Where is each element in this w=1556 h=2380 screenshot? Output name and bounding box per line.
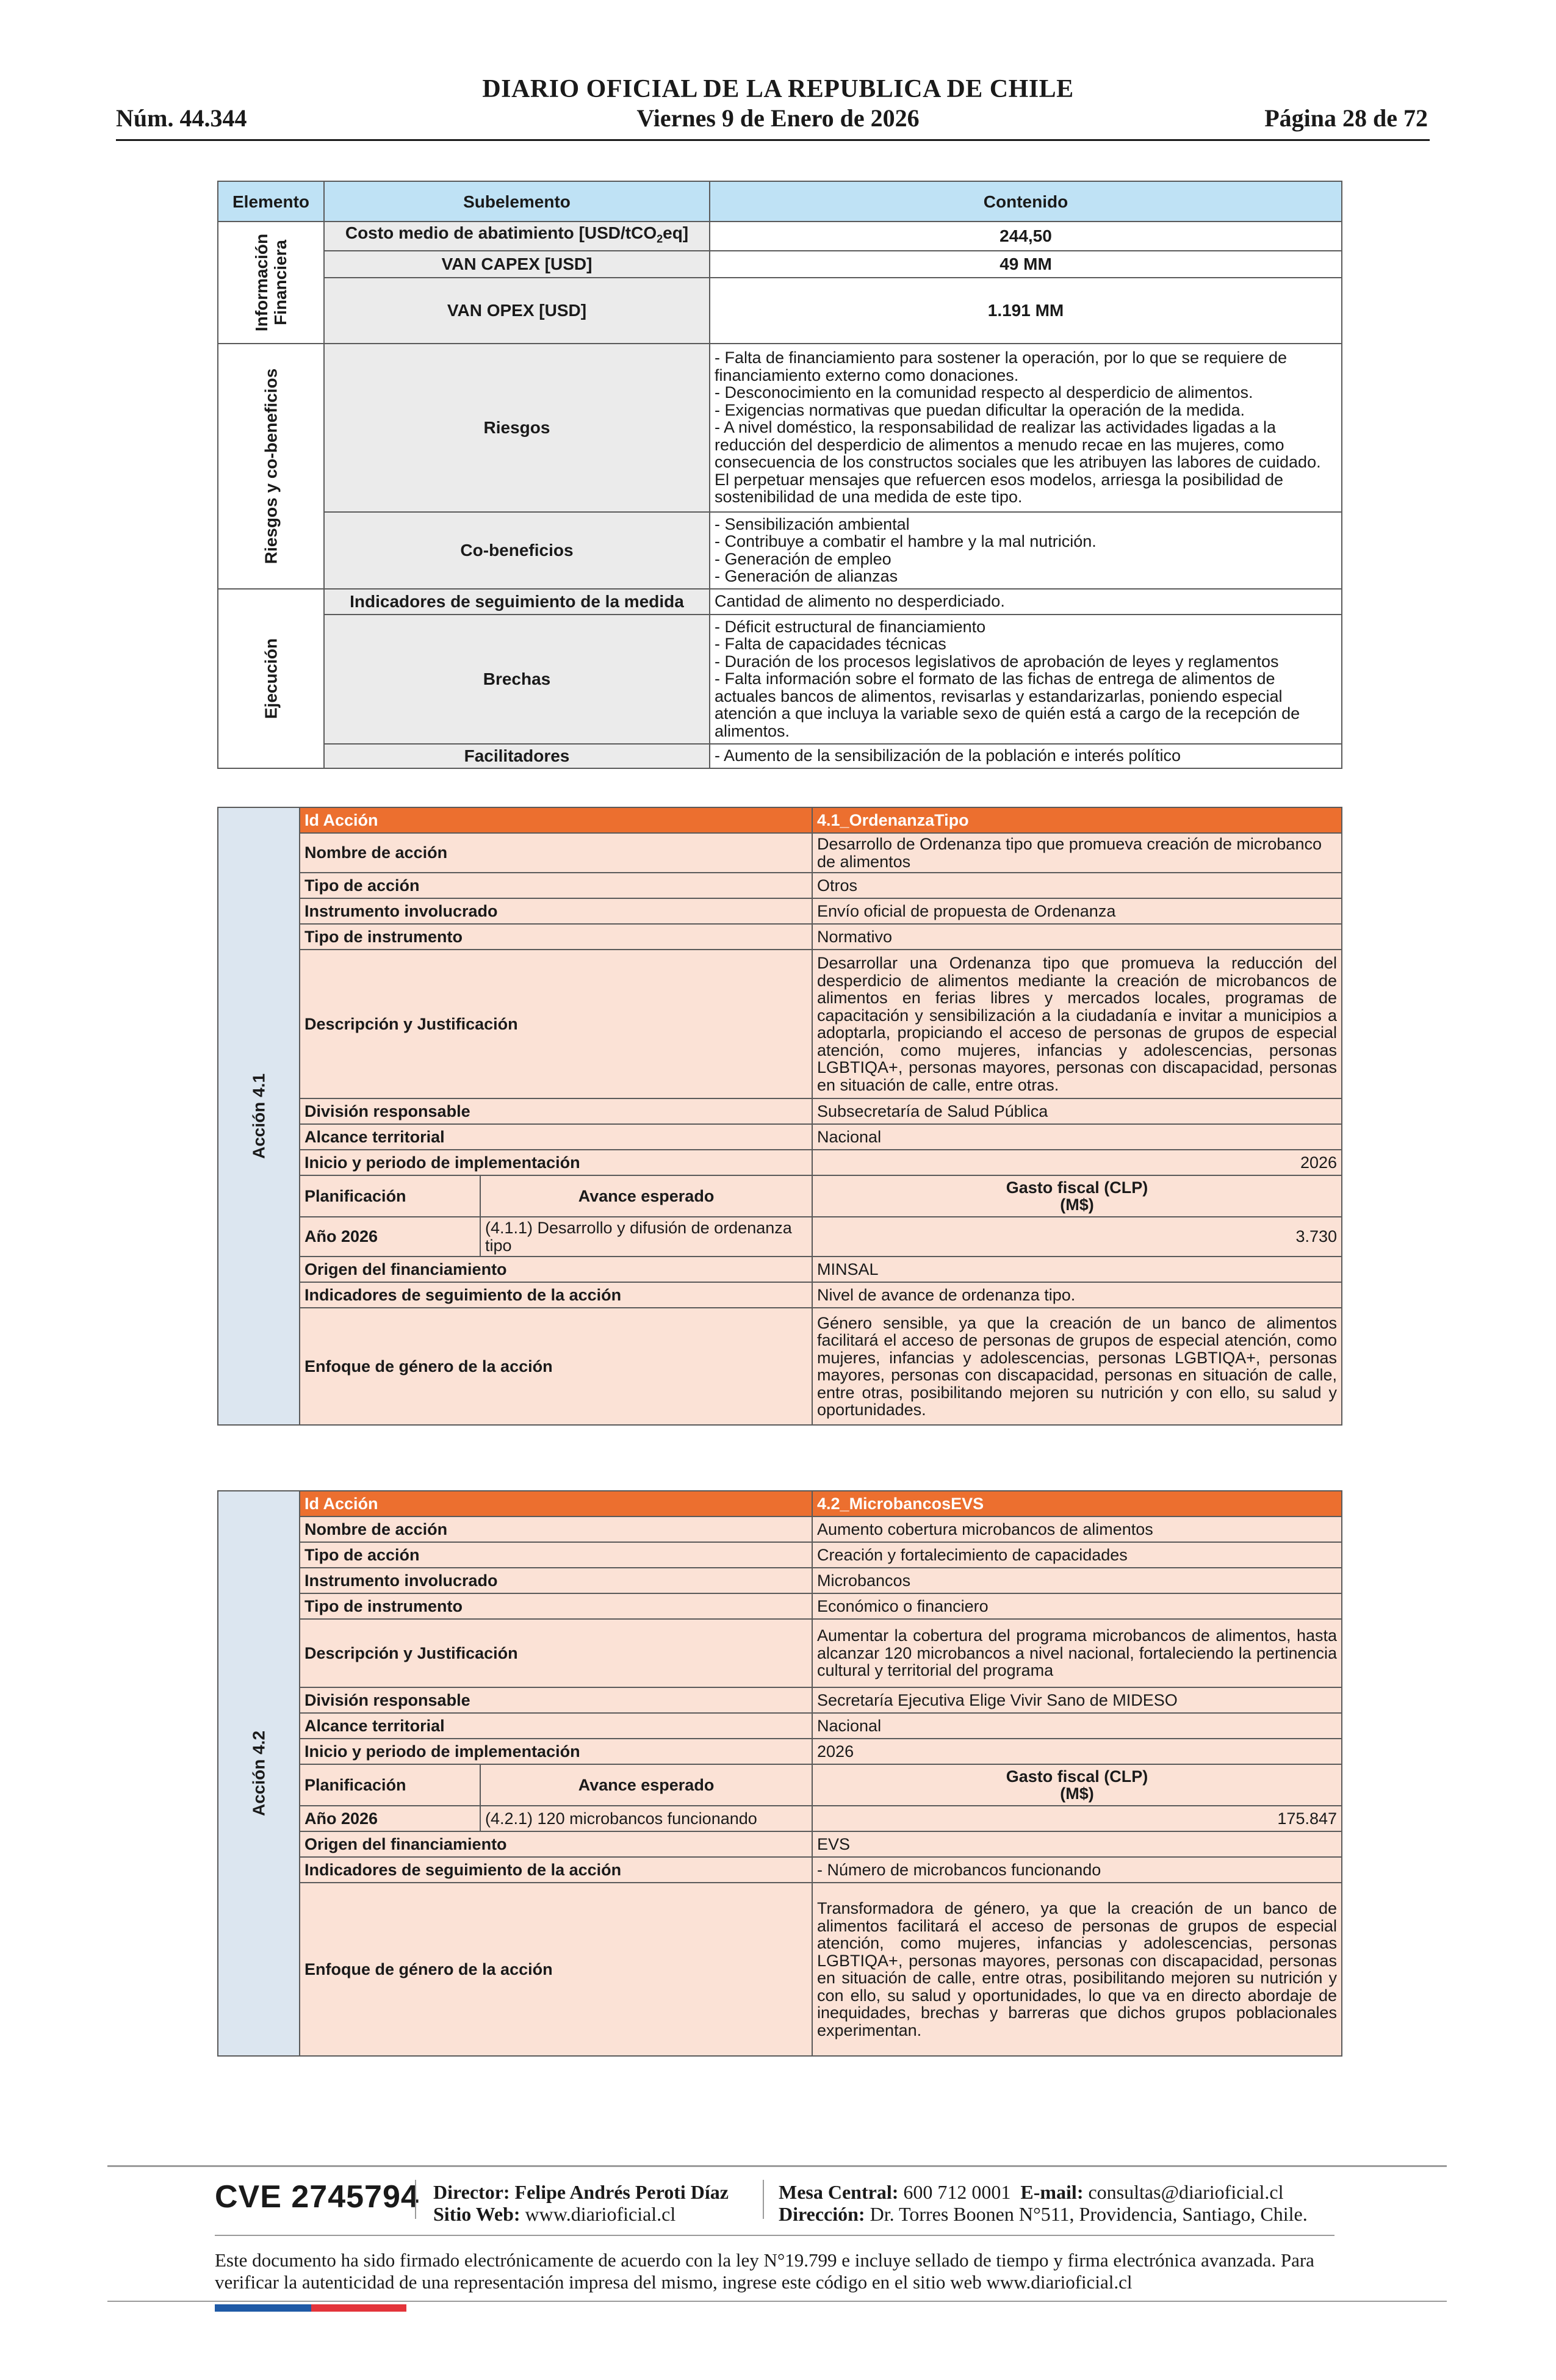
inicio-label: Inicio y periodo de implementación <box>300 1739 812 1764</box>
footer-separator <box>763 2180 764 2219</box>
avance-label: Avance esperado <box>480 1175 812 1217</box>
ano-label: Año 2026 <box>300 1217 480 1257</box>
alcance-label: Alcance territorial <box>300 1713 812 1739</box>
footer-bottom-divider <box>107 2301 1447 2302</box>
avance-2026-value: (4.2.1) 120 microbancos funcionando <box>480 1806 812 1831</box>
cobeneficios-label: Co-beneficios <box>324 512 710 589</box>
enfoque-label: Enfoque de género de la acción <box>300 1308 812 1425</box>
tipo-instrumento-value: Normativo <box>812 924 1342 950</box>
costo-abatimiento-label: Costo medio de abatimiento [USD/tCO$_2$eq] <box>324 222 710 251</box>
publication-title: DIARIO OFICIAL DE LA REPUBLICA DE CHILE <box>482 75 1074 103</box>
action-4-2-table <box>217 1490 1342 2057</box>
origen-value: MINSAL <box>812 1257 1342 1282</box>
descripcion-label: Descripción y Justificación <box>300 1619 812 1687</box>
ano-label: Año 2026 <box>300 1806 480 1831</box>
alcance-value: Nacional <box>812 1124 1342 1150</box>
website-link[interactable]: www.diarioficial.cl <box>525 2203 676 2225</box>
brechas-value: - Déficit estructural de financiamiento - Falta de capacidades técnicas - Duración de los procesos legislativos de aprobación de leyes y reglamentos - Falta información sobre el formato de las fichas de entrega de alimentos de actuales bancos de alimentos, revisarlas y estandarizarlas, poniendo especial atención a que incluya la variable sexo de quién está a cargo de la recepción de alimentos. <box>710 615 1342 744</box>
riesgos-value: - Falta de financiamiento para sostener la operación, por lo que se requiere de financiamiento externo como donaciones. - Desconocimiento en la comunidad respecto al desperdicio de alimentos. - Exigencias normativas que puedan dificultar la operación de la medida. - A nivel doméstico, la responsabilidad de realizar las actividades ligadas a la reducción del desperdicio de alimentos a menudo recae en las mujeres, como consecuencia de los constructos sociales que les atribuyen las labores de cuidado. El perpetuar mensajes que refuercen esos modelos, arriesga la posibilidad de sostenibilidad de una medida de este tipo. <box>710 344 1342 512</box>
tipo-accion-label: Tipo de acción <box>300 873 812 898</box>
gasto-label: Gasto fiscal (CLP) (M$) <box>812 1175 1342 1217</box>
inicio-value: 2026 <box>812 1150 1342 1175</box>
gasto-2026-value: 3.730 <box>812 1217 1342 1257</box>
planificacion-label: Planificación <box>300 1175 480 1217</box>
footer-mid-divider <box>215 2235 1334 2236</box>
phone-number: 600 712 0001 <box>903 2181 1011 2203</box>
action-4-1-table <box>217 807 1342 1426</box>
footer-contact-block: Mesa Central: 600 712 0001 E-mail: consultas@diarioficial.cl Dirección: Dr. Torres Boonen N°511, Providencia, Santiago, Chile. <box>779 2181 1308 2225</box>
descripcion-value: Desarrollar una Ordenanza tipo que promueva la reducción del desperdicio de alimentos mediante la creación de microbancos de alimentos en ferias libres y mercados locales, programas de capacitación y sensibilización a la ciudadanía e invitar a municipios a adoptarla, propiciando el acceso de personas de grupos de especial atención, como mujeres, infancias y adolescencias, personas LGBTIQA+, personas mayores, personas con discapacidad, personas en situación de calle, entre otras. <box>812 950 1342 1098</box>
action-side-label: Acción 4.2 <box>218 1491 300 2056</box>
division-label: División responsable <box>300 1687 812 1713</box>
indicadores-label: Indicadores de seguimiento de la acción <box>300 1282 812 1308</box>
indicadores-value: Nivel de avance de ordenanza tipo. <box>812 1282 1342 1308</box>
origen-label: Origen del financiamiento <box>300 1257 812 1282</box>
inicio-value: 2026 <box>812 1739 1342 1764</box>
issue-date: Viernes 9 de Enero de 2026 <box>636 104 920 132</box>
alcance-value: Nacional <box>812 1713 1342 1739</box>
header-elemento: Elemento <box>218 181 324 222</box>
indicadores-label: Indicadores de seguimiento de la acción <box>300 1857 812 1883</box>
division-value: Secretaría Ejecutiva Elige Vivir Sano de MIDESO <box>812 1687 1342 1713</box>
origen-label: Origen del financiamiento <box>300 1831 812 1857</box>
facilitadores-label: Facilitadores <box>324 744 710 768</box>
email-link[interactable]: consultas@diarioficial.cl <box>1088 2181 1284 2203</box>
issue-number: Núm. 44.344 <box>116 104 247 132</box>
van-capex-label: VAN CAPEX [USD] <box>324 251 710 278</box>
enfoque-value: Género sensible, ya que la creación de un banco de alimentos facilitará el acceso de personas de grupos de especial atención, como mujeres, infancias y adolescencias, personas LGBTIQA+, personas mayores, personas con discapacidad, personas en situación de calle, entre otras, posibilitando mejoren su nutrición y con ello, su salud y oportunidades. <box>812 1308 1342 1425</box>
nombre-value: Aumento cobertura microbancos de alimentos <box>812 1516 1342 1542</box>
cve-code: CVE 2745794 <box>215 2179 419 2215</box>
legal-notice: Este documento ha sido firmado electrónicamente de acuerdo con la ley N°19.799 e incluye sellado de tiempo y firma electrónica avanzada. Para verificar la autenticidad de una representación impresa del mismo, ingrese este código en el sitio web www.diarioficial.cl <box>215 2249 1314 2293</box>
instrumento-label: Instrumento involucrado <box>300 898 812 924</box>
id-accion-value: 4.2_MicrobancosEVS <box>812 1491 1342 1516</box>
brechas-label: Brechas <box>324 615 710 744</box>
indicadores-medida-label: Indicadores de seguimiento de la medida <box>324 589 710 615</box>
nombre-label: Nombre de acción <box>300 1516 812 1542</box>
van-opex-label: VAN OPEX [USD] <box>324 278 710 344</box>
director-name: Felipe Andrés Peroti Díaz <box>514 2181 729 2203</box>
header-divider <box>116 139 1430 141</box>
enfoque-label: Enfoque de género de la acción <box>300 1883 812 2056</box>
tipo-instrumento-label: Tipo de instrumento <box>300 1593 812 1619</box>
division-value: Subsecretaría de Salud Pública <box>812 1098 1342 1124</box>
facilitadores-value: - Aumento de la sensibilización de la población e interés político <box>710 744 1342 768</box>
cobeneficios-value: - Sensibilización ambiental - Contribuye a combatir el hambre y la mal nutrición. - Generación de empleo - Generación de alianzas <box>710 512 1342 589</box>
address: Dr. Torres Boonen N°511, Providencia, Santiago, Chile. <box>870 2203 1308 2225</box>
nombre-value: Desarrollo de Ordenanza tipo que promueva creación de microbanco de alimentos <box>812 833 1342 873</box>
tipo-instrumento-label: Tipo de instrumento <box>300 924 812 950</box>
header-subelemento: Subelemento <box>324 181 710 222</box>
instrumento-label: Instrumento involucrado <box>300 1568 812 1593</box>
header-contenido: Contenido <box>710 181 1342 222</box>
id-accion-value: 4.1_OrdenanzaTipo <box>812 807 1342 833</box>
van-capex-value: 49 MM <box>710 251 1342 278</box>
origen-value: EVS <box>812 1831 1342 1857</box>
tipo-accion-value: Creación y fortalecimiento de capacidades <box>812 1542 1342 1568</box>
footer-top-divider <box>107 2165 1447 2167</box>
flag-stripe-blue <box>215 2304 311 2312</box>
costo-abatimiento-value: 244,50 <box>710 222 1342 251</box>
enfoque-value: Transformadora de género, ya que la creación de un banco de alimentos facilitará el acceso de personas de grupos de especial atención, como mujeres, infancias y adolescencias, personas LGBTIQA+, personas mayores, personas con discapacidad, personas en situación de calle, entre otras, posibilitando mejoren su nutrición y con ello, su salud y oportunidades, lo que va en directo abordaje de inequidades, brechas y barreras que dichos grupos poblacionales experimentan. <box>812 1883 1342 2056</box>
descripcion-label: Descripción y Justificación <box>300 950 812 1098</box>
tipo-instrumento-value: Económico o financiero <box>812 1593 1342 1619</box>
tipo-accion-value: Otros <box>812 873 1342 898</box>
tipo-accion-label: Tipo de acción <box>300 1542 812 1568</box>
avance-label: Avance esperado <box>480 1764 812 1806</box>
instrumento-value: Microbancos <box>812 1568 1342 1593</box>
indicadores-value: - Número de microbancos funcionando <box>812 1857 1342 1883</box>
van-opex-value: 1.191 MM <box>710 278 1342 344</box>
gasto-label: Gasto fiscal (CLP) (M$) <box>812 1764 1342 1806</box>
measure-details-table <box>217 181 1342 769</box>
division-label: División responsable <box>300 1098 812 1124</box>
footer-director-block: Director: Felipe Andrés Peroti Díaz Sitio Web: www.diarioficial.cl <box>433 2181 729 2225</box>
page-indicator: Página 28 de 72 <box>1264 104 1428 132</box>
inicio-label: Inicio y periodo de implementación <box>300 1150 812 1175</box>
id-accion-label: Id Acción <box>300 1491 812 1516</box>
group-riesgos-cobeneficios <box>218 344 324 589</box>
group-label: Ejecución <box>261 638 281 719</box>
riesgos-label: Riesgos <box>324 344 710 512</box>
planificacion-label: Planificación <box>300 1764 480 1806</box>
avance-2026-value: (4.1.1) Desarrollo y difusión de ordenanza tipo <box>480 1217 812 1257</box>
flag-stripe-red <box>311 2304 406 2312</box>
action-side-label: Acción 4.1 <box>218 807 300 1425</box>
group-label: Información Financiera <box>252 233 290 331</box>
group-informacion-financiera <box>218 222 324 344</box>
group-ejecucion <box>218 589 324 768</box>
indicadores-medida-value: Cantidad de alimento no desperdiciado. <box>710 589 1342 615</box>
instrumento-value: Envío oficial de propuesta de Ordenanza <box>812 898 1342 924</box>
footer-separator <box>415 2180 416 2219</box>
gasto-2026-value: 175.847 <box>812 1806 1342 1831</box>
group-label: Riesgos y co-beneficios <box>261 368 281 564</box>
alcance-label: Alcance territorial <box>300 1124 812 1150</box>
descripcion-value: Aumentar la cobertura del programa microbancos de alimentos, hasta alcanzar 120 microbancos a nivel nacional, fortaleciendo la pertinencia cultural y territorial del programa <box>812 1619 1342 1687</box>
id-accion-label: Id Acción <box>300 807 812 833</box>
nombre-label: Nombre de acción <box>300 833 812 873</box>
